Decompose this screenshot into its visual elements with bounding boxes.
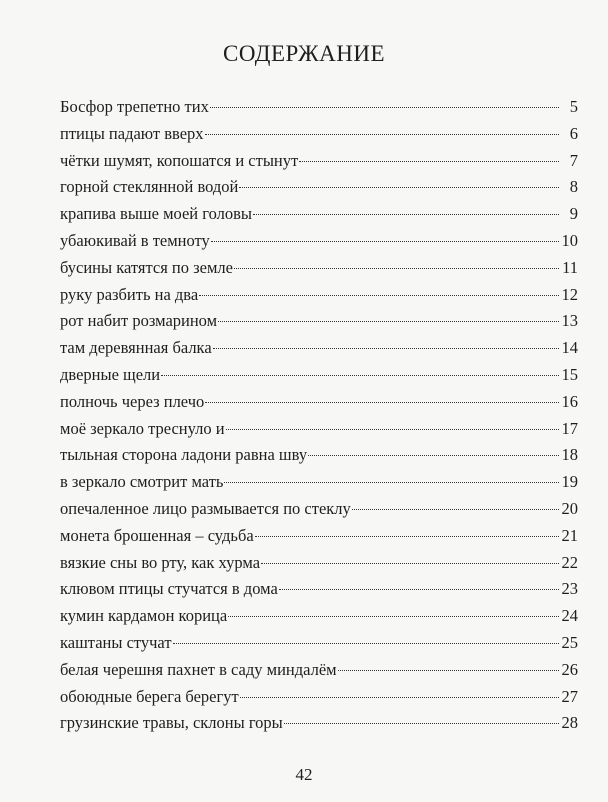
toc-entry-page: 28: [561, 713, 578, 733]
toc-entry-title: каштаны стучат: [60, 632, 172, 652]
toc-entry-page: 6: [569, 123, 578, 143]
toc-entry-page: 12: [561, 284, 578, 304]
toc-entry: [60, 362, 578, 389]
toc-entry-page: 11: [562, 257, 578, 277]
toc-entry-page: 21: [561, 525, 578, 545]
toc-entry-title: птицы падают вверх: [60, 123, 204, 143]
toc-entry-page: 25: [561, 632, 578, 652]
toc-entry: [60, 496, 578, 523]
toc-entry-title: горной стеклянной водой: [60, 177, 239, 197]
toc-entry-page: 24: [561, 606, 578, 626]
toc-entry-page: 27: [561, 686, 578, 706]
toc-entry-title: монета брошенная – судьба: [60, 525, 254, 545]
dot-leader: [161, 375, 559, 376]
toc-entry: [60, 121, 578, 148]
toc-entry-page: 19: [561, 472, 578, 492]
toc-entry: [60, 442, 578, 469]
toc-entry-title: кумин кардамон корица: [60, 606, 228, 626]
dot-leader: [261, 563, 559, 564]
page-title: СОДЕРЖАНИЕ: [222, 41, 385, 66]
toc-entry-title: обоюдные берега берегут: [60, 686, 239, 706]
dot-leader: [279, 589, 559, 590]
toc-entry-title: в зеркало смотрит мать: [60, 472, 224, 492]
dot-leader: [239, 187, 559, 188]
toc-entry-page: 5: [569, 97, 578, 116]
toc-entry-title: опечаленное лицо размывается по стеклу: [60, 498, 351, 518]
toc-entry: [60, 523, 578, 550]
toc-entry: [60, 335, 578, 362]
table-of-contents: [60, 94, 578, 737]
toc-entry-page: 14: [561, 338, 578, 358]
dot-leader: [228, 616, 559, 617]
toc-entry-page: 17: [561, 418, 578, 438]
toc-entry-page: 20: [561, 498, 578, 518]
toc-entry: [60, 469, 578, 496]
toc-entry-title: убаюкивай в темноту: [60, 230, 210, 250]
toc-entry-title: полночь через плечо: [60, 391, 205, 411]
toc-entry-page: 10: [561, 230, 578, 250]
toc-entry: [60, 174, 578, 201]
dot-leader: [205, 402, 559, 403]
toc-entry-title: там деревянная балка: [60, 338, 212, 358]
toc-entry-page: 9: [569, 204, 578, 224]
toc-entry-title: чётки шумят, копошатся и стынут: [60, 150, 299, 170]
toc-entry: [60, 550, 578, 577]
toc-entry-title: тыльная сторона ладони равна шву: [60, 445, 308, 465]
toc-entry-page: 15: [561, 364, 578, 384]
toc-entry: [60, 282, 578, 309]
toc-entry: [60, 603, 578, 630]
dot-leader: [224, 482, 559, 483]
toc-entry-title: руку разбить на два: [60, 284, 199, 304]
toc-entry: [60, 630, 578, 657]
dot-leader: [199, 295, 559, 296]
page-number: 42: [295, 765, 313, 784]
dot-leader: [308, 455, 559, 456]
dot-leader: [218, 321, 559, 322]
toc-entry-page: 23: [561, 579, 578, 599]
toc-entry: [60, 657, 578, 684]
toc-entry-page: 7: [569, 150, 578, 170]
toc-entry: [60, 201, 578, 228]
dot-leader: [284, 723, 559, 724]
toc-entry: [60, 416, 578, 443]
toc-entry-title: рот набит розмарином: [60, 311, 218, 331]
toc-entry-title: дверные щели: [60, 364, 161, 384]
toc-entry: [60, 94, 578, 121]
dot-leader: [210, 107, 559, 108]
dot-leader: [240, 697, 559, 698]
toc-entry-title: Босфор трепетно тих: [60, 97, 209, 116]
toc-entry: [60, 228, 578, 255]
dot-leader: [226, 429, 559, 430]
toc-entry-page: 18: [561, 445, 578, 465]
toc-entry-page: 13: [561, 311, 578, 331]
toc-entry-page: 22: [561, 552, 578, 572]
toc-entry: [60, 684, 578, 711]
dot-leader: [211, 241, 559, 242]
toc-entry-page: 16: [561, 391, 578, 411]
dot-leader: [299, 161, 559, 162]
toc-entry-title: белая черешня пахнет в саду миндалём: [60, 659, 337, 679]
dot-leader: [255, 536, 559, 537]
toc-entry-title: грузинские травы, склоны горы: [60, 713, 283, 733]
toc-entry-title: клювом птицы стучатся в дома: [60, 579, 278, 599]
toc-entry: [60, 389, 578, 416]
dot-leader: [173, 643, 559, 644]
toc-entry: [60, 148, 578, 175]
dot-leader: [338, 670, 559, 671]
toc-entry: [60, 308, 578, 335]
toc-entry-page: 26: [561, 659, 578, 679]
toc-entry-title: моё зеркало треснуло и: [60, 418, 225, 438]
toc-entry-title: вязкие сны во рту, как хурма: [60, 552, 261, 572]
toc-entry-title: крапива выше моей головы: [60, 204, 253, 224]
toc-entry-title: бусины катятся по земле: [60, 257, 233, 277]
dot-leader: [213, 348, 559, 349]
toc-entry-page: 8: [569, 177, 578, 197]
toc-entry: [60, 255, 578, 282]
dot-leader: [205, 134, 559, 135]
dot-leader: [234, 268, 559, 269]
toc-entry: [60, 576, 578, 603]
dot-leader: [352, 509, 559, 510]
toc-entry: [60, 710, 578, 737]
dot-leader: [253, 214, 559, 215]
